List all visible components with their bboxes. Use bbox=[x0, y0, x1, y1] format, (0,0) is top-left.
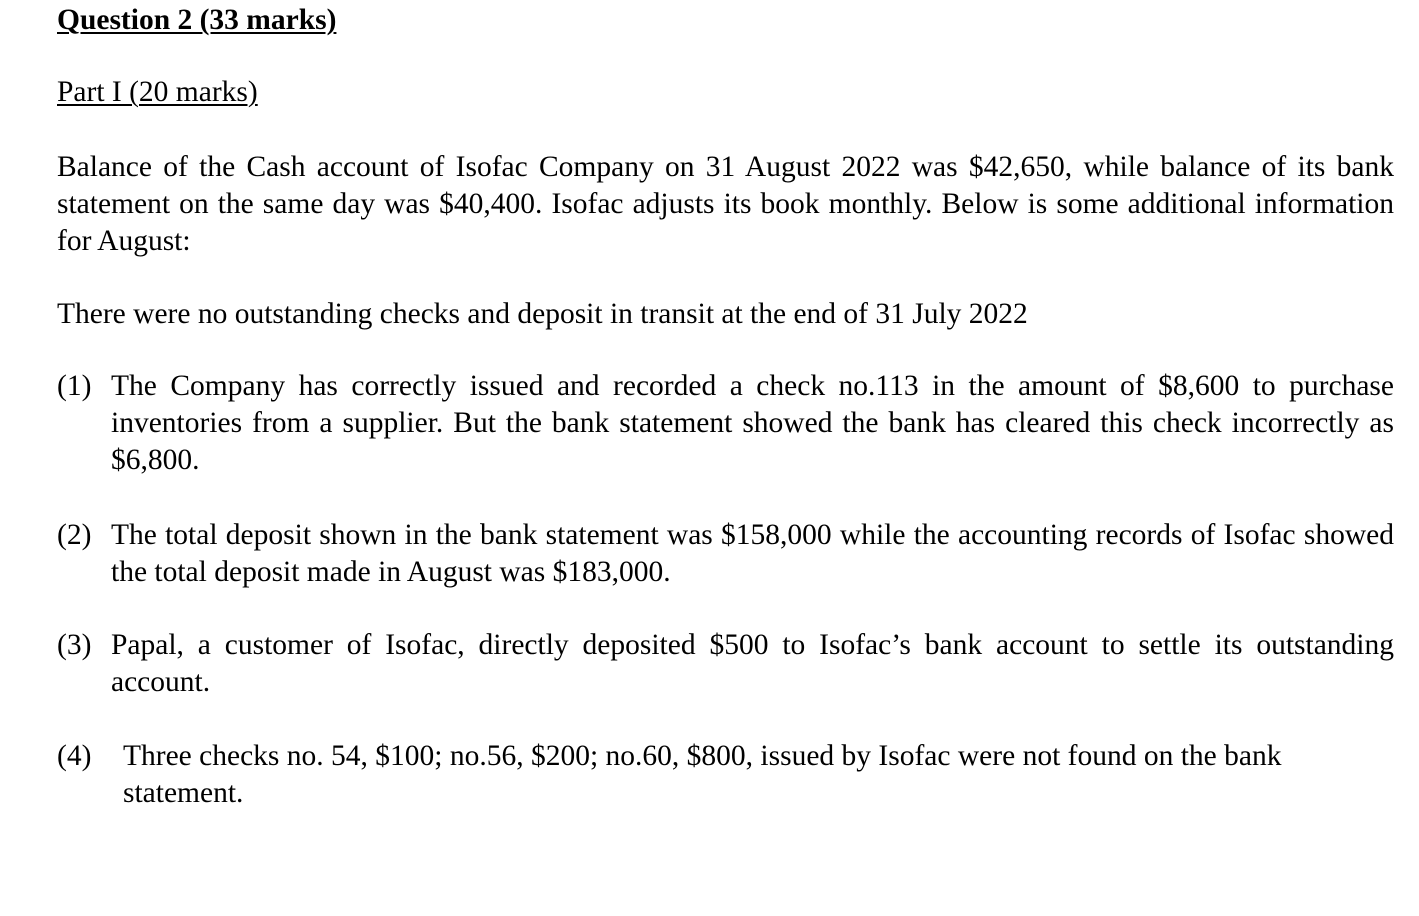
item-number: (4) bbox=[57, 740, 92, 772]
item-text: The Company has correctly issued and recorded a check no.113 in the amount of $8,600 to purchase inventories from a supplier. But the bank statement showed the bank has cleared this check incorrectly as $6,800. bbox=[111, 370, 1394, 476]
note-paragraph: There were no outstanding checks and deposit in transit at the end of 31 July 2022 bbox=[57, 298, 1028, 330]
item-number: (2) bbox=[57, 519, 92, 551]
item-text: Papal, a customer of Isofac, directly deposited $500 to Isofac’s bank account to settle its outstanding account. bbox=[111, 629, 1394, 698]
question-title: Question 2 (33 marks) bbox=[57, 4, 337, 36]
item-number: (3) bbox=[57, 629, 92, 661]
item-text: The total deposit shown in the bank statement was $158,000 while the accounting records of Isofac showed the total deposit made in August was $183,000. bbox=[111, 519, 1394, 588]
part-title: Part I (20 marks) bbox=[57, 76, 258, 108]
intro-paragraph: Balance of the Cash account of Isofac Company on 31 August 2022 was $42,650, while balance of its bank statement on the same day was $40,400. Isofac adjusts its book monthly. Below is some additional information for August: bbox=[57, 151, 1394, 257]
item-number: (1) bbox=[57, 370, 92, 402]
item-text: Three checks no. 54, $100; no.56, $200; no.60, $800, issued by Isofac were not found on the bank statement. bbox=[123, 740, 1282, 809]
